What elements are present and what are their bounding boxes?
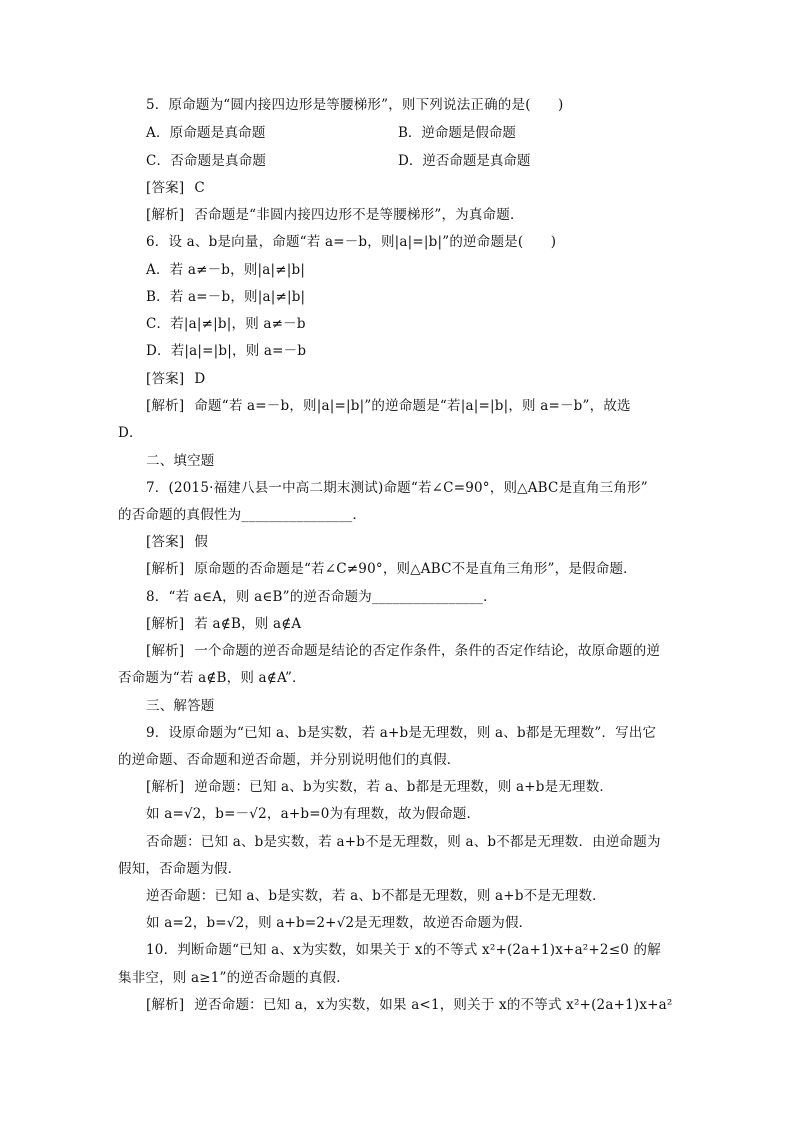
q7-answer: [答案] 假 xyxy=(146,534,209,550)
q7-stem: 7．(2015·福建八县一中高二期末测试)命题“若∠C=90°，则△ABC是直角三角形” xyxy=(146,480,648,496)
section-answer-questions: 三、解答题 xyxy=(146,698,215,714)
q6-option-a: A．若 a≠－b，则|a|≠|b| xyxy=(146,262,306,278)
q6-option-b: B．若 a=－b，则|a|≠|b| xyxy=(146,289,306,305)
section-fill-blank: 二、填空题 xyxy=(146,453,215,469)
q8-analysis: [解析] 一个命题的逆否命题是结论的否定作条件，条件的否定作结论，故原命题的逆 xyxy=(146,643,661,659)
q9-analysis: [解析] 逆命题：已知 a、b为实数，若 a、b都是无理数，则 a+b是无理数． xyxy=(146,779,614,795)
q5-option-d: D．逆否命题是真命题 xyxy=(398,153,531,169)
q9-contrapositive: 逆否命题：已知 a、b是实数，若 a、b不都是无理数，则 a+b不是无理数． xyxy=(146,888,606,904)
q6-analysis: [解析] 命题“若 a=－b，则|a|=|b|”的逆命题是“若|a|=|b|，则 a=－b”，故选 xyxy=(146,398,631,414)
q10-analysis: [解析] 逆否命题：已知 a，x为实数，如果 a<1，则关于 x的不等式 x²+(2a+1)x+a² xyxy=(146,997,673,1013)
q10-stem-cont: 集非空，则 a≥1”的逆否命题的真假． xyxy=(118,970,350,986)
q7-stem-cont: 的否命题的真假性为________________． xyxy=(118,507,367,523)
q8-analysis-cont: 否命题为“若 a∉B，则 a∉A”． xyxy=(118,670,306,686)
q6-answer: [答案] D xyxy=(146,371,206,387)
q6-option-d: D．若|a|=|b|，则 a=－b xyxy=(146,343,307,359)
q6-stem: 6．设 a、b是向量，命题“若 a=－b，则|a|=|b|”的逆命题是( ) xyxy=(146,234,557,250)
q5-analysis: [解析] 否命题是“非圆内接四边形不是等腰梯形”，为真命题． xyxy=(146,207,524,223)
q10-stem: 10．判断命题“已知 a、x为实数，如果关于 x的不等式 x²+(2a+1)x+a²+2≤0 的解 xyxy=(146,942,661,958)
q8-stem: 8．“若 a∈A，则 a∈B”的逆否命题为________________． xyxy=(146,589,497,605)
q5-answer: [答案] C xyxy=(146,180,205,196)
q5-stem: 5．原命题为“圆内接四边形是等腰梯形”，则下列说法正确的是( ) xyxy=(146,97,564,113)
q7-analysis: [解析] 原命题的否命题是“若∠C≠90°，则△ABC不是直角三角形”，是假命题． xyxy=(146,561,637,577)
q9-example-2: 如 a=2，b=√2，则 a+b=2+√2是无理数，故逆否命题为假． xyxy=(146,915,533,931)
q9-inverse: 否命题：已知 a、b是实数，若 a+b不是无理数，则 a、b不都是无理数．由逆命题为 xyxy=(146,834,661,850)
q5-option-a: A．原命题是真命题 xyxy=(146,125,266,141)
q6-option-c: C．若|a|≠|b|，则 a≠－b xyxy=(146,316,306,332)
q9-inverse-cont: 假知，否命题为假． xyxy=(118,861,242,877)
q9-stem-cont: 的逆命题、否命题和逆否命题，并分别说明他们的真假． xyxy=(118,752,461,768)
q6-analysis-cont: D． xyxy=(118,425,143,441)
q5-option-b: B．逆命题是假命题 xyxy=(398,125,516,141)
q5-option-c: C．否命题是真命题 xyxy=(146,153,267,169)
q9-stem: 9．设原命题为“已知 a、b是实数，若 a+b是无理数，则 a、b都是无理数”．写出它 xyxy=(146,725,657,741)
q8-answer: [解析] 若 a∉B，则 a∉A xyxy=(146,616,302,632)
q9-example-1: 如 a=√2，b=－√2，a+b=0为有理数，故为假命题． xyxy=(146,806,481,822)
